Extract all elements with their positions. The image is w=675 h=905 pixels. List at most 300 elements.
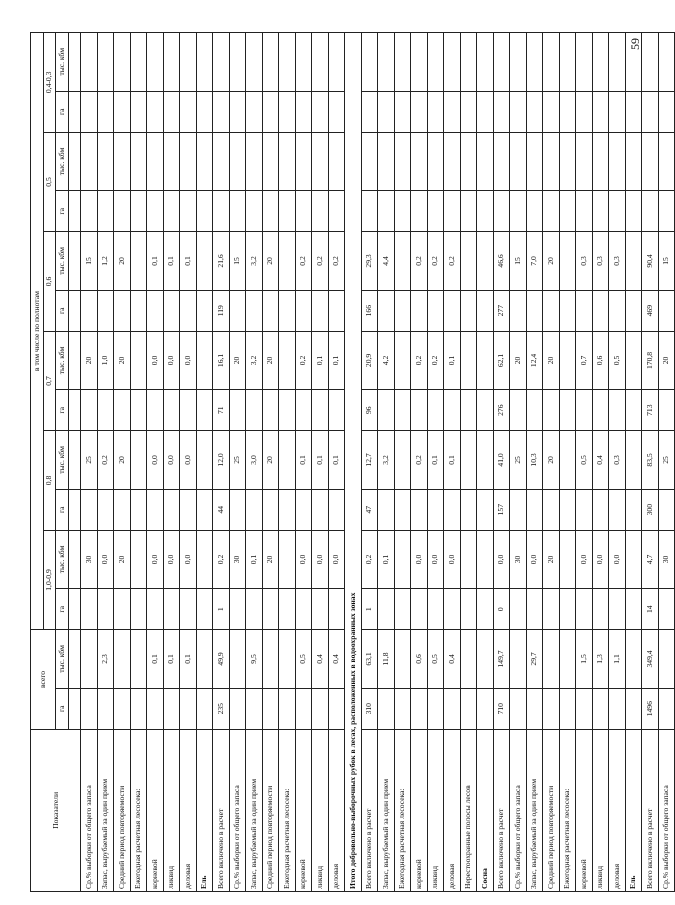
table-row	[246, 33, 263, 892]
table-cell	[81, 33, 98, 92]
table-cell: 0,0	[328, 530, 345, 588]
table-cell: 0,2	[411, 232, 428, 290]
table-cell	[130, 331, 147, 389]
table-cell: 20	[262, 530, 279, 588]
table-cell: 0,3	[609, 232, 626, 290]
table-row	[345, 33, 362, 892]
table-cell: 0,5	[427, 630, 444, 688]
table-cell	[559, 290, 576, 331]
table-cell	[295, 688, 312, 729]
table-cell	[81, 390, 98, 431]
table-cell	[130, 33, 147, 92]
header-unit-tkm: тыс. кбм	[56, 630, 69, 688]
table-cell: 14	[642, 589, 659, 630]
table-cell	[130, 290, 147, 331]
table-cell	[279, 431, 296, 489]
table-cell	[510, 33, 527, 92]
row-label: ликвид	[163, 729, 180, 891]
header-unit-ha: га	[56, 390, 69, 431]
table-cell	[625, 132, 642, 190]
table-cell	[658, 489, 675, 530]
table-cell: 2,3	[97, 630, 114, 688]
table-cell: 15	[81, 232, 98, 290]
table-cell	[559, 132, 576, 190]
table-cell	[460, 489, 477, 530]
table-row	[279, 33, 296, 892]
table-cell: 0,0	[526, 530, 543, 588]
table-row	[444, 33, 461, 892]
row-label: Ель	[625, 729, 642, 891]
table-row	[493, 33, 510, 892]
table-cell	[378, 589, 395, 630]
table-cell	[312, 290, 329, 331]
table-cell: 0,7	[576, 331, 593, 389]
table-cell	[460, 33, 477, 92]
table-cell	[196, 489, 213, 530]
table-cell: 7,0	[526, 232, 543, 290]
table-cell: 0,0	[592, 530, 609, 588]
table-cell	[295, 589, 312, 630]
row-label: Ежегодная расчетная лесосека:	[279, 729, 296, 891]
table-cell: 0,1	[444, 331, 461, 389]
table-cell	[97, 91, 114, 132]
table-cell	[279, 688, 296, 729]
table-cell	[279, 630, 296, 688]
table-cell: 0,1	[312, 331, 329, 389]
table-cell	[411, 589, 428, 630]
table-cell	[559, 390, 576, 431]
table-cell	[625, 390, 642, 431]
table-cell	[658, 91, 675, 132]
table-cell	[477, 431, 494, 489]
table-cell	[477, 33, 494, 92]
table-cell	[477, 630, 494, 688]
table-cell	[444, 688, 461, 729]
table-cell	[114, 489, 131, 530]
table-cell	[543, 489, 560, 530]
table-cell	[279, 91, 296, 132]
table-cell: 119	[213, 290, 230, 331]
table-cell	[378, 191, 395, 232]
table-row	[609, 33, 626, 892]
table-cell	[543, 390, 560, 431]
table-cell: 20	[543, 431, 560, 489]
table-cell	[312, 132, 329, 190]
row-label: корневой	[295, 729, 312, 891]
table-cell	[97, 290, 114, 331]
table-cell	[477, 589, 494, 630]
table-cell	[246, 91, 263, 132]
table-cell	[625, 290, 642, 331]
table-cell: 0,0	[295, 530, 312, 588]
table-cell	[411, 290, 428, 331]
table-cell	[229, 589, 246, 630]
table-cell	[460, 688, 477, 729]
table-cell	[460, 232, 477, 290]
table-row	[262, 33, 279, 892]
table-cell	[526, 91, 543, 132]
table-cell	[477, 390, 494, 431]
table-cell	[427, 589, 444, 630]
table-cell	[394, 33, 411, 92]
table-cell: 20	[510, 331, 527, 389]
row-label: деловая	[609, 729, 626, 891]
table-cell: 277	[493, 290, 510, 331]
table-cell: 49,9	[213, 630, 230, 688]
table-cell	[444, 390, 461, 431]
table-cell	[114, 91, 131, 132]
table-cell: 0	[493, 589, 510, 630]
table-cell: 44	[213, 489, 230, 530]
table-cell	[196, 232, 213, 290]
row-label: Всего включено в расчет	[361, 729, 378, 891]
table-cell	[180, 688, 197, 729]
table-row	[625, 33, 642, 892]
table-cell: 63,1	[361, 630, 378, 688]
table-cell	[81, 688, 98, 729]
table-cell	[328, 132, 345, 190]
table-cell	[576, 489, 593, 530]
table-cell	[196, 530, 213, 588]
table-cell	[477, 489, 494, 530]
table-cell: 0,0	[411, 530, 428, 588]
table-cell: 29,7	[526, 630, 543, 688]
table-cell: 0,0	[147, 431, 164, 489]
table-cell	[526, 290, 543, 331]
table-cell	[559, 232, 576, 290]
table-cell: 0,2	[328, 232, 345, 290]
table-row	[642, 33, 659, 892]
table-cell: 0,1	[295, 431, 312, 489]
row-label: Ср.% выборки от общего запаса	[229, 729, 246, 891]
page-number: 59	[628, 38, 642, 50]
table-cell: 149,7	[493, 630, 510, 688]
table-cell: 349,4	[642, 630, 659, 688]
table-cell	[378, 33, 395, 92]
row-label: Запас, вырубаемый за один прием	[246, 729, 263, 891]
table-cell	[559, 489, 576, 530]
table-cell	[609, 489, 626, 530]
table-cell	[658, 33, 675, 92]
header-unit-ha: га	[56, 489, 69, 530]
table-cell	[427, 33, 444, 92]
table-cell	[81, 489, 98, 530]
table-row	[114, 33, 131, 892]
table-cell: 276	[493, 390, 510, 431]
table-cell	[444, 33, 461, 92]
table-cell	[279, 489, 296, 530]
table-cell	[262, 290, 279, 331]
table-cell	[378, 132, 395, 190]
row-label: Средний период повторяемости	[262, 729, 279, 891]
table-cell: 1,0	[97, 331, 114, 389]
table-cell	[510, 91, 527, 132]
table-cell	[147, 191, 164, 232]
row-label: Запас, вырубаемый за один прием	[97, 729, 114, 891]
table-cell: 0,1	[163, 232, 180, 290]
header-density: 0,6	[43, 232, 56, 332]
table-cell: 20	[658, 331, 675, 389]
table-cell: 0,3	[609, 431, 626, 489]
table-row	[130, 33, 147, 892]
table-cell	[526, 191, 543, 232]
table-cell	[394, 191, 411, 232]
table-cell: 0,1	[180, 630, 197, 688]
table-cell	[460, 630, 477, 688]
table-cell	[444, 132, 461, 190]
table-cell: 0,1	[312, 431, 329, 489]
table-cell: 1	[213, 589, 230, 630]
table-cell	[658, 290, 675, 331]
table-cell	[328, 91, 345, 132]
table-cell	[658, 688, 675, 729]
table-cell: 0,1	[427, 431, 444, 489]
table-cell	[262, 33, 279, 92]
row-label: Ежегодная расчетная лесосека:	[394, 729, 411, 891]
table-cell: 20,9	[361, 331, 378, 389]
table-cell	[427, 390, 444, 431]
table-cell: 4,4	[378, 232, 395, 290]
table-cell	[609, 390, 626, 431]
table-cell	[510, 589, 527, 630]
table-cell	[394, 290, 411, 331]
table-cell	[279, 232, 296, 290]
table-cell	[163, 589, 180, 630]
table-cell	[312, 191, 329, 232]
table-cell: 0,1	[180, 232, 197, 290]
table-cell: 62,1	[493, 331, 510, 389]
table-cell	[97, 688, 114, 729]
table-cell	[642, 191, 659, 232]
table-cell	[312, 688, 329, 729]
table-cell	[262, 688, 279, 729]
table-cell	[510, 390, 527, 431]
table-cell: 30	[229, 530, 246, 588]
table-row	[361, 33, 378, 892]
table-cell: 0,0	[97, 530, 114, 588]
table-cell: 0,0	[180, 331, 197, 389]
table-cell	[213, 33, 230, 92]
table-cell	[312, 33, 329, 92]
table-row	[328, 33, 345, 892]
table-cell: 3,2	[246, 331, 263, 389]
table-cell	[559, 331, 576, 389]
table-cell	[361, 191, 378, 232]
table-cell	[361, 132, 378, 190]
table-cell: 25	[510, 431, 527, 489]
table-cell	[196, 630, 213, 688]
table-cell	[229, 630, 246, 688]
table-cell: 47	[361, 489, 378, 530]
header-density: 0,5	[43, 132, 56, 232]
table-row	[196, 33, 213, 892]
table-cell	[130, 530, 147, 588]
header-unit-ha: га	[56, 688, 69, 729]
row-label: Ежегодная расчетная лесосека:	[559, 729, 576, 891]
table-cell	[394, 431, 411, 489]
table-cell	[510, 191, 527, 232]
table-cell: 20	[114, 431, 131, 489]
header-spacer-cell	[68, 91, 81, 132]
table-row	[576, 33, 593, 892]
table-cell: 83,5	[642, 431, 659, 489]
table-cell: 12,0	[213, 431, 230, 489]
table-cell: 0,2	[295, 232, 312, 290]
table-cell	[196, 290, 213, 331]
allowable-cut-table	[30, 32, 675, 892]
table-cell	[642, 91, 659, 132]
table-cell: 10,3	[526, 431, 543, 489]
table-cell	[559, 530, 576, 588]
table-cell	[625, 232, 642, 290]
table-cell	[625, 191, 642, 232]
row-label: ликвид	[427, 729, 444, 891]
table-row	[81, 33, 98, 892]
table-cell: 0,4	[328, 630, 345, 688]
table-cell	[246, 688, 263, 729]
table-cell	[609, 91, 626, 132]
table-cell	[130, 688, 147, 729]
table-cell	[592, 390, 609, 431]
header-unit-ha: га	[56, 589, 69, 630]
table-cell	[526, 589, 543, 630]
table-cell	[526, 688, 543, 729]
table-cell: 12,7	[361, 431, 378, 489]
table-cell: 16,1	[213, 331, 230, 389]
table-cell	[642, 132, 659, 190]
table-row	[510, 33, 527, 892]
table-cell: 25	[658, 431, 675, 489]
table-cell	[246, 191, 263, 232]
table-cell: 25	[81, 431, 98, 489]
table-row	[658, 33, 675, 892]
table-cell: 469	[642, 290, 659, 331]
header-spacer-cell	[68, 331, 81, 389]
table-cell	[97, 489, 114, 530]
header-spacer-cell	[68, 431, 81, 489]
row-label: Ср.% выборки от общего запаса	[81, 729, 98, 891]
table-cell	[147, 91, 164, 132]
table-cell	[114, 290, 131, 331]
table-cell	[625, 431, 642, 489]
row-label: деловая	[180, 729, 197, 891]
table-cell	[279, 33, 296, 92]
table-cell: 90,4	[642, 232, 659, 290]
table-cell	[642, 33, 659, 92]
table-cell	[576, 33, 593, 92]
table-cell	[196, 33, 213, 92]
table-cell: 20	[262, 331, 279, 389]
row-label: деловая	[444, 729, 461, 891]
row-label: Ср.% выборки от общего запаса	[510, 729, 527, 891]
table-cell: 0,4	[444, 630, 461, 688]
table-cell	[130, 431, 147, 489]
row-label: корневой	[147, 729, 164, 891]
table-cell: 0,0	[493, 530, 510, 588]
table-cell: 0,0	[427, 530, 444, 588]
table-row	[592, 33, 609, 892]
row-label: деловая	[328, 729, 345, 891]
table-cell	[477, 91, 494, 132]
row-label: Ежегодная расчетная лесосека:	[130, 729, 147, 891]
table-cell	[130, 489, 147, 530]
table-cell	[196, 132, 213, 190]
table-cell	[163, 191, 180, 232]
table-cell	[196, 589, 213, 630]
table-cell	[394, 331, 411, 389]
table-cell	[543, 688, 560, 729]
table-cell	[394, 232, 411, 290]
table-cell	[328, 589, 345, 630]
table-cell	[477, 290, 494, 331]
table-cell	[328, 33, 345, 92]
row-label: корневой	[576, 729, 593, 891]
table-cell	[130, 630, 147, 688]
table-cell: 20	[543, 530, 560, 588]
table-cell	[229, 290, 246, 331]
table-cell	[510, 630, 527, 688]
table-cell: 1,2	[97, 232, 114, 290]
header-unit-ha: га	[56, 91, 69, 132]
table-cell	[147, 290, 164, 331]
table-row	[163, 33, 180, 892]
table-cell	[262, 630, 279, 688]
table-cell	[229, 489, 246, 530]
table-cell: 0,3	[576, 232, 593, 290]
table-cell: 166	[361, 290, 378, 331]
table-cell: 20	[114, 232, 131, 290]
table-cell	[394, 390, 411, 431]
table-cell	[592, 91, 609, 132]
table-cell: 41,0	[493, 431, 510, 489]
table-cell	[493, 191, 510, 232]
table-row	[427, 33, 444, 892]
table-cell: 170,8	[642, 331, 659, 389]
table-cell	[262, 489, 279, 530]
header-density: 0,4-0,3	[43, 33, 56, 133]
table-cell: 0,0	[147, 331, 164, 389]
table-cell	[130, 191, 147, 232]
table-cell	[444, 290, 461, 331]
header-unit-tkm: тыс. кбм	[56, 431, 69, 489]
table-cell	[246, 390, 263, 431]
table-cell	[279, 390, 296, 431]
table-cell: 0,2	[97, 431, 114, 489]
table-cell	[477, 232, 494, 290]
table-cell	[378, 91, 395, 132]
table-cell: 0,2	[411, 431, 428, 489]
table-cell: 9,5	[246, 630, 263, 688]
table-cell: 30	[510, 530, 527, 588]
table-cell	[312, 489, 329, 530]
table-cell	[97, 589, 114, 630]
header-spacer-cell	[68, 530, 81, 588]
table-cell	[147, 390, 164, 431]
table-cell	[526, 132, 543, 190]
header-total: всего	[31, 630, 56, 730]
table-cell	[625, 91, 642, 132]
table-cell	[394, 489, 411, 530]
table-cell	[394, 530, 411, 588]
table-cell	[460, 589, 477, 630]
header-density: 1,0-0,9	[43, 530, 56, 630]
table-cell	[576, 688, 593, 729]
table-cell	[543, 33, 560, 92]
table-cell	[493, 91, 510, 132]
table-cell	[279, 132, 296, 190]
table-cell	[592, 589, 609, 630]
table-cell: 235	[213, 688, 230, 729]
